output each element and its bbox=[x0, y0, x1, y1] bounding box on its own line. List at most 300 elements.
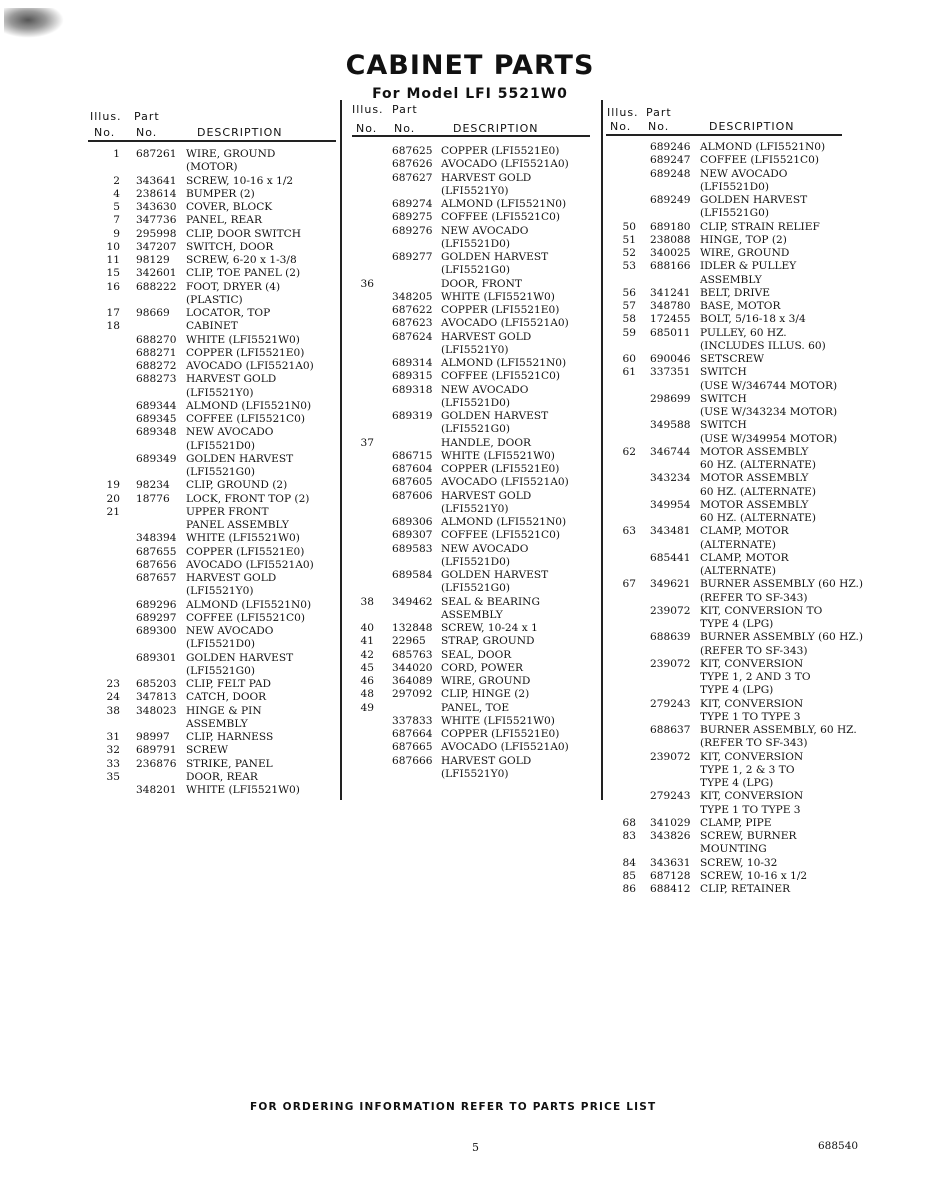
part-description: (REFER TO SF-343) bbox=[700, 591, 808, 604]
part-number: 337833 bbox=[392, 714, 433, 727]
part-description: DOOR, REAR bbox=[186, 770, 258, 783]
part-description: PULLEY, 60 HZ. bbox=[700, 326, 787, 339]
column-divider bbox=[340, 100, 342, 800]
part-description: TYPE 1, 2 AND 3 TO bbox=[700, 671, 811, 683]
part-description: CLIP, FELT PAD bbox=[186, 678, 272, 690]
illus-number: 11 bbox=[106, 254, 120, 266]
part-description: HINGE, TOP (2) bbox=[700, 233, 787, 246]
part-number: 689315 bbox=[392, 370, 433, 383]
part-number: 688637 bbox=[650, 724, 691, 736]
part-description: GOLDEN HARVEST bbox=[441, 410, 549, 422]
header-description: DESCRIPTION bbox=[709, 120, 795, 133]
part-description: (LFI5521Y0) bbox=[441, 502, 509, 515]
part-description: PANEL ASSEMBLY bbox=[186, 519, 289, 531]
part-description: LOCK, FRONT TOP (2) bbox=[186, 492, 310, 505]
part-description: DOOR, FRONT bbox=[441, 277, 522, 290]
part-description: KIT, CONVERSION TO bbox=[700, 604, 823, 617]
part-description: SCREW, 10-24 x 1 bbox=[441, 622, 538, 634]
illus-number: 20 bbox=[106, 492, 120, 505]
part-description: TYPE 4 (LPG) bbox=[700, 684, 774, 697]
part-number: 347813 bbox=[136, 691, 177, 704]
part-description: ALMOND (LFI5521N0) bbox=[441, 198, 567, 210]
illus-number: 59 bbox=[622, 326, 636, 339]
part-number: 687261 bbox=[136, 148, 177, 160]
part-description: CORD, POWER bbox=[441, 661, 524, 674]
part-number: 688270 bbox=[136, 333, 177, 346]
part-description: COFFEE (LFI5521C0) bbox=[441, 211, 560, 224]
illus-number: 85 bbox=[622, 869, 636, 882]
part-number: 687665 bbox=[392, 741, 433, 754]
part-description: KIT, CONVERSION bbox=[700, 697, 804, 710]
part-number: 689276 bbox=[392, 224, 433, 237]
part-description: COVER, BLOCK bbox=[186, 201, 273, 213]
part-description: (USE W/343234 MOTOR) bbox=[700, 406, 838, 418]
part-description: BOLT, 5/16-18 x 3/4 bbox=[700, 313, 806, 326]
header-rule bbox=[606, 134, 842, 136]
part-description: HARVEST GOLD bbox=[441, 171, 532, 184]
part-description: (ALTERNATE) bbox=[700, 538, 777, 551]
illus-number: 1 bbox=[113, 148, 120, 160]
illus-number: 58 bbox=[622, 313, 636, 326]
part-number: 689297 bbox=[136, 611, 177, 624]
part-description: (ALTERNATE) bbox=[700, 565, 777, 577]
part-number: 239072 bbox=[650, 657, 691, 670]
part-description: MOUNTING bbox=[700, 843, 767, 856]
part-description: SCREW bbox=[186, 744, 228, 757]
illus-number: 35 bbox=[106, 770, 120, 783]
part-number: 349621 bbox=[650, 578, 691, 591]
part-description: BUMPER (2) bbox=[186, 187, 255, 200]
part-description: UPPER FRONT bbox=[186, 505, 269, 518]
illus-number: 4 bbox=[113, 187, 120, 200]
part-description: (LFI5521D0) bbox=[186, 638, 256, 651]
part-description: (LFI5521D0) bbox=[186, 439, 256, 452]
header-illus: Illus. bbox=[90, 110, 122, 123]
part-description: 60 HZ. (ALTERNATE) bbox=[700, 485, 816, 498]
part-number: 348023 bbox=[136, 704, 177, 717]
part-description: CABINET bbox=[186, 320, 238, 333]
part-description: WHITE (LFI5521W0) bbox=[441, 714, 555, 727]
part-number: 297092 bbox=[392, 688, 433, 701]
part-number: 687625 bbox=[392, 145, 433, 157]
part-number: 687627 bbox=[392, 171, 433, 184]
part-description: SCREW, 10-32 bbox=[700, 856, 778, 869]
part-description: (LFI5521G0) bbox=[186, 466, 255, 478]
part-number: 685203 bbox=[136, 678, 177, 690]
part-number: 685763 bbox=[392, 648, 433, 661]
part-number: 689348 bbox=[136, 426, 177, 439]
part-description: MOTOR ASSEMBLY bbox=[700, 498, 809, 511]
part-number: 238088 bbox=[650, 233, 691, 246]
column-divider bbox=[601, 100, 603, 800]
part-number: 688639 bbox=[650, 631, 691, 644]
part-description: COPPER (LFI5521E0) bbox=[186, 545, 305, 558]
part-number: 689300 bbox=[136, 625, 177, 637]
document-number: 688540 bbox=[818, 1140, 859, 1152]
part-number: 348780 bbox=[650, 300, 691, 312]
part-number: 279243 bbox=[650, 697, 691, 710]
part-description: AVOCADO (LFI5521A0) bbox=[186, 558, 314, 571]
part-number: 687664 bbox=[392, 728, 433, 740]
header-rule bbox=[88, 140, 336, 142]
illus-number: 23 bbox=[106, 678, 120, 690]
part-number: 689344 bbox=[136, 399, 177, 412]
part-description: (LFI5521D0) bbox=[441, 555, 511, 568]
part-number: 689318 bbox=[392, 383, 433, 396]
part-description: COPPER (LFI5521E0) bbox=[441, 463, 560, 475]
part-number: 689307 bbox=[392, 529, 433, 542]
part-number: 98129 bbox=[136, 254, 170, 266]
part-number: 688271 bbox=[136, 346, 177, 359]
part-number: 343481 bbox=[650, 525, 691, 538]
part-description: SWITCH bbox=[700, 366, 747, 379]
header-illus-no: No. bbox=[94, 126, 116, 139]
part-description: 60 HZ. (ALTERNATE) bbox=[700, 459, 816, 471]
part-number: 688273 bbox=[136, 373, 177, 386]
part-number: 689180 bbox=[650, 220, 691, 233]
illus-number: 45 bbox=[360, 661, 374, 674]
part-description: NEW AVOCADO bbox=[441, 542, 529, 555]
illus-number: 17 bbox=[106, 307, 120, 319]
part-description: CLIP, DOOR SWITCH bbox=[186, 227, 301, 240]
part-number: 98669 bbox=[136, 307, 170, 319]
part-description: CLAMP, MOTOR bbox=[700, 525, 789, 538]
part-description: WHITE (LFI5521W0) bbox=[441, 449, 555, 462]
part-number: 689249 bbox=[650, 194, 691, 206]
part-number: 349462 bbox=[392, 595, 433, 608]
part-description: TYPE 1, 2 & 3 TO bbox=[700, 763, 795, 776]
part-description: TYPE 1 TO TYPE 3 bbox=[700, 710, 801, 723]
part-description: CLIP, HARNESS bbox=[186, 731, 274, 743]
part-description: (REFER TO SF-343) bbox=[700, 644, 808, 657]
part-description: HARVEST GOLD bbox=[186, 572, 277, 584]
part-number: 343630 bbox=[136, 201, 177, 213]
part-description: WHITE (LFI5521W0) bbox=[186, 333, 300, 346]
part-number: 689296 bbox=[136, 598, 177, 611]
part-description: (LFI5521D0) bbox=[700, 180, 770, 193]
header-part: Part bbox=[392, 103, 418, 116]
part-description: AVOCADO (LFI5521A0) bbox=[441, 158, 569, 171]
part-description: FOOT, DRYER (4) bbox=[186, 280, 281, 293]
part-description: HANDLE, DOOR bbox=[441, 436, 531, 449]
part-number: 343641 bbox=[136, 174, 177, 187]
part-number: 688166 bbox=[650, 260, 691, 273]
illus-number: 37 bbox=[360, 436, 374, 449]
part-number: 236876 bbox=[136, 757, 177, 770]
part-number: 690046 bbox=[650, 353, 691, 365]
part-number: 349588 bbox=[650, 419, 691, 432]
part-description: BURNER ASSEMBLY (60 HZ.) bbox=[700, 631, 863, 644]
illus-number: 50 bbox=[622, 220, 636, 233]
part-description: MOTOR ASSEMBLY bbox=[700, 472, 809, 485]
part-description: NEW AVOCADO bbox=[441, 383, 529, 396]
part-number: 687626 bbox=[392, 158, 433, 171]
part-number: 295998 bbox=[136, 227, 177, 240]
part-description: CLAMP, MOTOR bbox=[700, 551, 789, 564]
part-description: COFFEE (LFI5521C0) bbox=[441, 529, 560, 542]
part-number: 689277 bbox=[392, 251, 433, 263]
header-illus: Illus. bbox=[607, 106, 639, 119]
illus-number: 40 bbox=[360, 622, 374, 634]
part-number: 687128 bbox=[650, 869, 691, 882]
part-description: (LFI5521Y0) bbox=[441, 343, 509, 356]
part-number: 689319 bbox=[392, 410, 433, 422]
header-illus-no: No. bbox=[610, 120, 632, 133]
part-description: NEW AVOCADO bbox=[186, 426, 274, 439]
part-number: 687657 bbox=[136, 572, 177, 584]
part-description: IDLER & PULLEY bbox=[700, 260, 797, 273]
part-number: 337351 bbox=[650, 366, 691, 379]
part-description: CLIP, RETAINER bbox=[700, 883, 791, 895]
part-description: GOLDEN HARVEST bbox=[186, 452, 294, 465]
part-number: 98234 bbox=[136, 479, 170, 492]
part-number: 687606 bbox=[392, 489, 433, 502]
part-number: 687622 bbox=[392, 304, 433, 316]
part-number: 98997 bbox=[136, 731, 170, 743]
illus-number: 61 bbox=[622, 366, 636, 379]
part-description: (LFI5521G0) bbox=[441, 423, 510, 436]
illus-number: 18 bbox=[106, 320, 120, 333]
part-description: WHITE (LFI5521W0) bbox=[186, 532, 300, 545]
part-number: 279243 bbox=[650, 790, 691, 803]
part-description: (LFI5521D0) bbox=[441, 237, 511, 250]
part-description: ALMOND (LFI5521N0) bbox=[186, 399, 312, 412]
illus-number: 16 bbox=[106, 280, 120, 293]
part-description: (MOTOR) bbox=[186, 161, 238, 174]
part-description: TYPE 4 (LPG) bbox=[700, 618, 774, 630]
part-number: 687656 bbox=[136, 558, 177, 571]
part-number: 18776 bbox=[136, 492, 170, 505]
part-number: 344020 bbox=[392, 661, 433, 674]
part-number: 689314 bbox=[392, 357, 433, 369]
illus-number: 32 bbox=[106, 744, 120, 757]
part-number: 343826 bbox=[650, 830, 691, 842]
illus-number: 24 bbox=[106, 691, 120, 704]
illus-number: 36 bbox=[360, 277, 374, 290]
illus-number: 48 bbox=[360, 688, 374, 701]
part-description: PANEL, TOE bbox=[441, 701, 510, 714]
header-description: DESCRIPTION bbox=[197, 126, 283, 139]
part-description: WIRE, GROUND bbox=[700, 247, 790, 259]
part-number: 341029 bbox=[650, 816, 691, 829]
part-description: COPPER (LFI5521E0) bbox=[186, 346, 305, 359]
part-description: SETSCREW bbox=[700, 353, 765, 365]
part-number: 687666 bbox=[392, 754, 433, 767]
part-number: 687604 bbox=[392, 463, 433, 475]
part-description: AVOCADO (LFI5521A0) bbox=[441, 317, 569, 330]
part-description: (LFI5521G0) bbox=[441, 264, 510, 277]
illus-number: 38 bbox=[360, 595, 374, 608]
header-illus-no: No. bbox=[356, 122, 378, 135]
part-description: NEW AVOCADO bbox=[186, 625, 274, 637]
part-description: BASE, MOTOR bbox=[700, 300, 781, 312]
part-description: COFFEE (LFI5521C0) bbox=[441, 370, 560, 383]
part-number: 685441 bbox=[650, 551, 691, 564]
part-number: 689306 bbox=[392, 516, 433, 528]
part-number: 688412 bbox=[650, 883, 691, 895]
part-description: ASSEMBLY bbox=[186, 717, 248, 730]
part-description: STRAP, GROUND bbox=[441, 635, 535, 648]
part-description: WIRE, GROUND bbox=[186, 148, 276, 160]
part-number: 347207 bbox=[136, 240, 177, 253]
part-number: 346744 bbox=[650, 445, 691, 458]
header-part-no: No. bbox=[136, 126, 158, 139]
illus-number: 49 bbox=[360, 701, 374, 714]
illus-number: 38 bbox=[106, 704, 120, 717]
part-description: COPPER (LFI5521E0) bbox=[441, 145, 560, 157]
part-description: ALMOND (LFI5521N0) bbox=[441, 516, 567, 528]
illus-number: 33 bbox=[106, 757, 120, 770]
part-number: 689274 bbox=[392, 198, 433, 210]
part-number: 688222 bbox=[136, 280, 177, 293]
part-description: KIT, CONVERSION bbox=[700, 750, 804, 763]
part-description: STRIKE, PANEL bbox=[186, 757, 273, 770]
scan-smudge bbox=[4, 8, 64, 38]
part-description: SCREW, 10-16 x 1/2 bbox=[700, 869, 808, 882]
part-number: 689301 bbox=[136, 651, 177, 664]
part-description: AVOCADO (LFI5521A0) bbox=[186, 360, 314, 372]
part-description: BURNER ASSEMBLY (60 HZ.) bbox=[700, 578, 863, 591]
part-description: CLIP, TOE PANEL (2) bbox=[186, 267, 301, 280]
ordering-footer: FOR ORDERING INFORMATION REFER TO PARTS PRICE LIST bbox=[250, 1101, 657, 1113]
illus-number: 42 bbox=[360, 648, 374, 661]
part-number: 22965 bbox=[392, 635, 426, 648]
page-subtitle: For Model LFI 5521W0 bbox=[372, 86, 568, 102]
part-number: 238614 bbox=[136, 187, 177, 200]
header-part-no: No. bbox=[394, 122, 416, 135]
part-description: KIT, CONVERSION bbox=[700, 790, 804, 803]
part-number: 172455 bbox=[650, 313, 691, 326]
part-description: (LFI5521Y0) bbox=[441, 767, 509, 780]
part-number: 341241 bbox=[650, 286, 691, 299]
part-description: SEAL, DOOR bbox=[441, 648, 512, 661]
part-number: 689246 bbox=[650, 141, 691, 153]
part-number: 689583 bbox=[392, 542, 433, 555]
part-description: COPPER (LFI5521E0) bbox=[441, 728, 560, 740]
part-description: GOLDEN HARVEST bbox=[186, 651, 294, 664]
part-description: SCREW, 6-20 x 1-3/8 bbox=[186, 254, 297, 266]
header-part: Part bbox=[646, 106, 672, 119]
illus-number: 62 bbox=[622, 445, 636, 458]
part-description: NEW AVOCADO bbox=[441, 224, 529, 237]
illus-number: 21 bbox=[106, 505, 120, 518]
illus-number: 60 bbox=[622, 353, 636, 365]
part-description: (PLASTIC) bbox=[186, 293, 243, 306]
part-number: 685011 bbox=[650, 326, 691, 339]
part-description: CLIP, HINGE (2) bbox=[441, 688, 530, 701]
part-number: 340025 bbox=[650, 247, 691, 259]
part-description: WIRE, GROUND bbox=[441, 675, 531, 687]
part-description: ALMOND (LFI5521N0) bbox=[186, 598, 312, 611]
header-rule bbox=[352, 135, 590, 137]
part-description: TYPE 4 (LPG) bbox=[700, 777, 774, 789]
part-description: CLIP, GROUND (2) bbox=[186, 479, 288, 492]
part-number: 349954 bbox=[650, 498, 691, 511]
part-number: 343234 bbox=[650, 472, 691, 485]
part-description: GOLDEN HARVEST bbox=[441, 569, 549, 581]
part-description: NEW AVOCADO bbox=[700, 167, 788, 180]
illus-number: 2 bbox=[113, 174, 120, 187]
part-description: GOLDEN HARVEST bbox=[700, 194, 808, 206]
part-number: 347736 bbox=[136, 214, 177, 227]
part-description: COFFEE (LFI5521C0) bbox=[700, 154, 819, 167]
part-description: ALMOND (LFI5521N0) bbox=[700, 141, 826, 153]
part-description: CLIP, STRAIN RELIEF bbox=[700, 220, 820, 233]
part-description: SWITCH, DOOR bbox=[186, 240, 274, 253]
part-number: 343631 bbox=[650, 856, 691, 869]
illus-number: 63 bbox=[622, 525, 636, 538]
part-description: SWITCH bbox=[700, 419, 747, 432]
part-number: 239072 bbox=[650, 604, 691, 617]
illus-number: 51 bbox=[622, 233, 636, 246]
header-description: DESCRIPTION bbox=[453, 122, 539, 135]
part-description: HARVEST GOLD bbox=[441, 489, 532, 502]
illus-number: 5 bbox=[113, 201, 120, 213]
part-description: (REFER TO SF-343) bbox=[700, 737, 808, 750]
part-description: SCREW, 10-16 x 1/2 bbox=[186, 174, 294, 187]
part-description: 60 HZ. (ALTERNATE) bbox=[700, 512, 816, 524]
part-number: 348205 bbox=[392, 290, 433, 303]
part-description: WHITE (LFI5521W0) bbox=[186, 784, 300, 796]
part-number: 132848 bbox=[392, 622, 433, 634]
part-number: 364089 bbox=[392, 675, 433, 687]
part-description: SEAL & BEARING bbox=[441, 595, 540, 608]
part-description: COFFEE (LFI5521C0) bbox=[186, 413, 305, 425]
page-title: CABINET PARTS bbox=[345, 50, 595, 81]
part-description: ALMOND (LFI5521N0) bbox=[441, 357, 567, 369]
part-description: (LFI5521D0) bbox=[441, 396, 511, 409]
part-number: 689248 bbox=[650, 167, 691, 180]
part-description: BELT, DRIVE bbox=[700, 286, 770, 299]
part-description: ASSEMBLY bbox=[700, 273, 762, 286]
illus-number: 56 bbox=[622, 286, 636, 299]
part-description: HINGE & PIN bbox=[186, 704, 262, 717]
illus-number: 52 bbox=[622, 247, 636, 259]
part-number: 239072 bbox=[650, 750, 691, 763]
part-description: KIT, CONVERSION bbox=[700, 657, 804, 670]
illus-number: 68 bbox=[622, 816, 636, 829]
illus-number: 86 bbox=[622, 883, 636, 895]
part-number: 689349 bbox=[136, 452, 177, 465]
illus-number: 53 bbox=[622, 260, 636, 273]
part-description: WHITE (LFI5521W0) bbox=[441, 290, 555, 303]
part-description: HARVEST GOLD bbox=[441, 330, 532, 343]
part-description: (INCLUDES ILLUS. 60) bbox=[700, 339, 826, 352]
part-description: (LFI5521G0) bbox=[700, 207, 769, 220]
part-description: CATCH, DOOR bbox=[186, 691, 267, 704]
part-description: AVOCADO (LFI5521A0) bbox=[441, 741, 569, 754]
header-illus: Illus. bbox=[352, 103, 384, 116]
header-part: Part bbox=[134, 110, 160, 123]
part-number: 687623 bbox=[392, 317, 433, 330]
part-number: 348201 bbox=[136, 784, 177, 796]
header-part-no: No. bbox=[648, 120, 670, 133]
part-description: HARVEST GOLD bbox=[186, 373, 277, 386]
part-number: 687605 bbox=[392, 476, 433, 489]
part-number: 689345 bbox=[136, 413, 177, 425]
illus-number: 84 bbox=[622, 856, 636, 869]
page-number: 5 bbox=[472, 1141, 479, 1154]
illus-number: 46 bbox=[360, 675, 374, 687]
part-description: (USE W/349954 MOTOR) bbox=[700, 432, 838, 445]
part-number: 687624 bbox=[392, 330, 433, 343]
illus-number: 83 bbox=[622, 830, 636, 842]
part-number: 688272 bbox=[136, 360, 177, 372]
part-description: MOTOR ASSEMBLY bbox=[700, 445, 809, 458]
part-description: (LFI5521Y0) bbox=[186, 585, 254, 598]
part-description: LOCATOR, TOP bbox=[186, 307, 271, 319]
illus-number: 57 bbox=[622, 300, 636, 312]
